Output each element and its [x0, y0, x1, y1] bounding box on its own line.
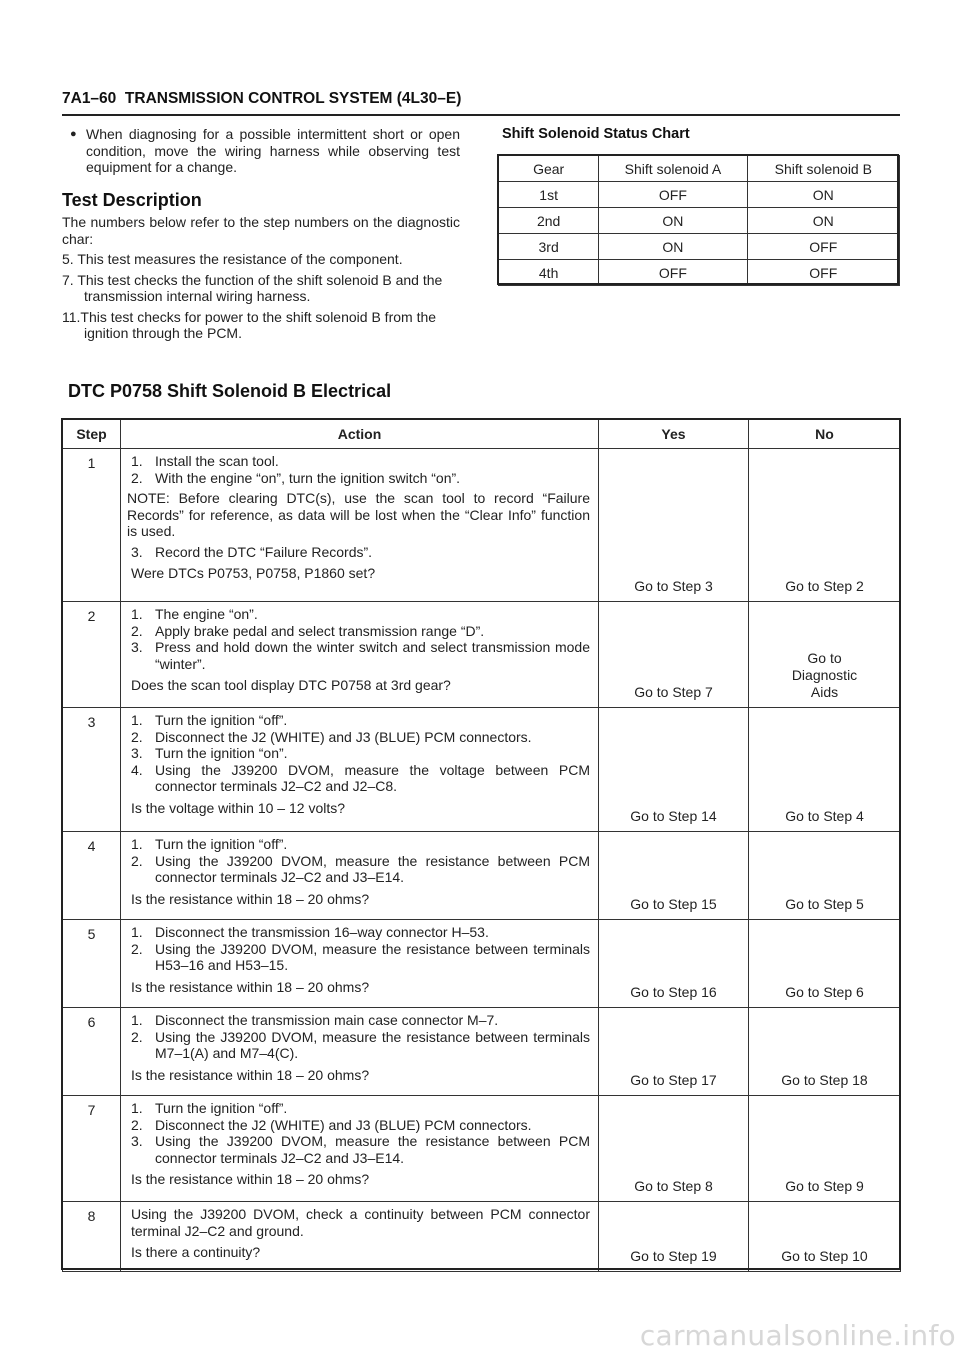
action-item-text: Turn the ignition “off”.: [155, 1100, 288, 1116]
action-item-text: Record the DTC “Failure Records”.: [155, 543, 373, 560]
action-question: Is the resistance within 18 – 20 ohms?: [131, 978, 370, 995]
intermittent-note: [62, 126, 460, 176]
action-item-number: 2.: [131, 728, 143, 745]
yes-result: Go to Step 17: [599, 1008, 749, 1096]
test-description-item: 5. This test measures the resistance of the component.: [62, 251, 403, 267]
action-question: Is the resistance within 18 – 20 ohms?: [131, 890, 370, 907]
action-item: [131, 1012, 590, 1029]
status-header-cell: Shift solenoid B: [747, 156, 899, 182]
yes-result: Go to Step 8: [599, 1096, 749, 1202]
yes-result: Go to Step 3: [599, 449, 749, 602]
action-item: [131, 729, 590, 746]
no-result: Go to Step 4: [749, 708, 901, 832]
no-result: Go to Step 6: [749, 920, 901, 1008]
step-action: [121, 832, 599, 920]
page-number: 7A1–60: [62, 90, 117, 107]
action-item: [131, 941, 590, 974]
step-action: [121, 708, 599, 832]
action-item: [131, 639, 590, 672]
action-question: Is the resistance within 18 – 20 ohms?: [131, 1066, 370, 1083]
status-row: [499, 208, 900, 234]
action-text: Using the J39200 DVOM, check a continuity between PCM connector terminal J2–C2 and ground.: [131, 1206, 590, 1239]
status-cell: OFF: [599, 260, 747, 286]
action-item-text: Install the scan tool.: [155, 453, 279, 469]
test-description-intro: The numbers below refer to the step numbers on the diagnostic char:: [62, 214, 460, 247]
test-description-item: 7. This test checks the function of the shift solenoid B and the transmission internal wiring harness.: [62, 271, 443, 304]
status-cell: OFF: [747, 260, 899, 286]
action-item: [131, 762, 590, 795]
action-item-text: Apply brake pedal and select transmission range “D”.: [155, 622, 485, 639]
table-row: [63, 708, 901, 832]
test-description-title: Test Description: [62, 189, 202, 210]
status-cell: 3rd: [499, 234, 599, 260]
action-item-text: Using the J39200 DVOM, measure the resistance between PCM connector terminals J2–C2 and J3–E14.: [155, 1133, 590, 1166]
status-header-cell: Gear: [499, 156, 599, 182]
action-question: Does the scan tool display DTC P0758 at 3rd gear?: [131, 677, 451, 693]
action-item-number: 3.: [131, 1133, 143, 1149]
table-row: [63, 602, 901, 708]
action-item-text: Disconnect the J2 (WHITE) and J3 (BLUE) PCM connectors.: [155, 728, 532, 745]
action-item: [131, 544, 590, 561]
no-result: Go to Step 9: [749, 1096, 901, 1202]
status-cell: OFF: [747, 234, 899, 260]
step-number: 6: [63, 1008, 121, 1096]
step-action: [121, 449, 599, 602]
step-number: 3: [63, 708, 121, 832]
left-column: [62, 126, 460, 346]
action-item-text: Disconnect the transmission main case connector M–7.: [155, 1012, 499, 1028]
action-item-text: Disconnect the J2 (WHITE) and J3 (BLUE) PCM connectors.: [155, 1116, 532, 1133]
dtc-table-body: [63, 449, 901, 1272]
table-row: [63, 832, 901, 920]
action-item: [131, 836, 590, 853]
action-item-text: Disconnect the transmission 16–way connector H–53.: [155, 924, 489, 940]
status-row: [499, 234, 900, 260]
action-item-number: 1.: [131, 1012, 143, 1028]
action-item: [131, 1133, 590, 1166]
status-cell: ON: [747, 208, 899, 234]
dtc-header-yes: Yes: [599, 420, 749, 449]
no-result: Go to Diagnostic Aids: [749, 602, 901, 708]
action-item-text: Turn the ignition “on”.: [155, 745, 288, 761]
action-question: Is the resistance within 18 – 20 ohms?: [131, 1171, 370, 1187]
action-item-text: The engine “on”.: [155, 606, 258, 622]
intermittent-note-text: When diagnosing for a possible intermittent short or open condition, move the wiring harness while observing test equipment for a change.: [86, 126, 460, 175]
dtc-title: DTC P0758 Shift Solenoid B Electrical: [68, 381, 392, 401]
dtc-header-step: Step: [63, 420, 121, 449]
action-item-number: 1.: [131, 924, 143, 940]
action-item-number: 2.: [131, 622, 143, 639]
status-cell: 2nd: [499, 208, 599, 234]
table-row: [63, 1008, 901, 1096]
action-item-number: 1.: [131, 712, 143, 728]
step-action: [121, 1202, 599, 1272]
status-cell: OFF: [599, 182, 747, 208]
action-item-number: 2.: [131, 469, 143, 486]
action-item-text: Press and hold down the winter switch and select transmission mode “winter”.: [155, 639, 590, 672]
table-row: [63, 1202, 901, 1272]
status-cell: 4th: [499, 260, 599, 286]
action-item-number: 2.: [131, 940, 143, 957]
action-item-text: Turn the ignition “off”.: [155, 712, 288, 728]
action-item-number: 1.: [131, 1100, 143, 1116]
step-number: 1: [63, 449, 121, 602]
action-item: [131, 1029, 590, 1062]
yes-result: Go to Step 7: [599, 602, 749, 708]
action-item-text: Turn the ignition “off”.: [155, 836, 288, 852]
status-row: [499, 260, 900, 286]
shift-solenoid-status-table: [498, 155, 900, 286]
no-result: Go to Step 2: [749, 449, 901, 602]
step-number: 7: [63, 1096, 121, 1202]
step-number: 4: [63, 832, 121, 920]
action-item: [131, 1117, 590, 1134]
step-action: [121, 1096, 599, 1202]
table-row: [63, 449, 901, 602]
action-item-text: Using the J39200 DVOM, measure the resistance between terminals M7–1(A) and M7–4(C).: [155, 1028, 590, 1061]
action-item-number: 3.: [131, 543, 143, 560]
action-item: [131, 853, 590, 886]
action-item-text: Using the J39200 DVOM, measure the voltage between PCM connector terminals J2–C2 and J2–C8.: [155, 761, 590, 794]
action-item-number: 1.: [131, 836, 143, 852]
filled-circle-bullet-icon: ●: [70, 128, 77, 140]
status-chart-title: Shift Solenoid Status Chart: [502, 126, 690, 142]
no-result: Go to Step 10: [749, 1202, 901, 1272]
page-header-title: TRANSMISSION CONTROL SYSTEM (4L30–E): [124, 90, 462, 107]
action-item-number: 1.: [131, 606, 143, 622]
action-item-number: 2.: [131, 1028, 143, 1045]
no-result: Go to Step 18: [749, 1008, 901, 1096]
yes-result: Go to Step 19: [599, 1202, 749, 1272]
step-number: 2: [63, 602, 121, 708]
action-item-text: Using the J39200 DVOM, measure the resistance between PCM connector terminals J2–C2 and J3–E14.: [155, 852, 590, 885]
dtc-header-no: No: [749, 420, 901, 449]
action-question: Is there a continuity?: [131, 1244, 261, 1260]
status-cell: ON: [747, 182, 899, 208]
action-item: [131, 712, 590, 729]
action-item-number: 3.: [131, 745, 143, 761]
table-row: [63, 920, 901, 1008]
action-question: Were DTCs P0753, P0758, P1860 set?: [131, 565, 376, 581]
step-action: [121, 1008, 599, 1096]
step-action: [121, 602, 599, 708]
action-item-number: 2.: [131, 852, 143, 869]
action-item-number: 1.: [131, 453, 143, 469]
yes-result: Go to Step 15: [599, 832, 749, 920]
test-description-item: 11.This test checks for power to the shift solenoid B from the ignition through the PCM.: [62, 308, 437, 341]
table-row: [63, 1096, 901, 1202]
action-item: [131, 453, 590, 470]
action-item: [131, 606, 590, 623]
step-number: 8: [63, 1202, 121, 1272]
header-rule: [62, 114, 900, 116]
yes-result: Go to Step 14: [599, 708, 749, 832]
action-item: [131, 745, 590, 762]
status-row: [499, 182, 900, 208]
watermark: carmanualsonline.info: [639, 1319, 956, 1352]
action-note: NOTE: Before clearing DTC(s), use the scan tool to record “Failure Records” for reference, as data will be lost when the “Clear Info” function is used.: [127, 490, 590, 539]
step-action: [121, 920, 599, 1008]
status-header-cell: Shift solenoid A: [599, 156, 747, 182]
status-cell: ON: [599, 208, 747, 234]
yes-result: Go to Step 16: [599, 920, 749, 1008]
action-question: Is the voltage within 10 – 12 volts?: [131, 799, 346, 816]
status-cell: ON: [599, 234, 747, 260]
action-item: [131, 623, 590, 640]
status-header-row: [499, 156, 900, 182]
dtc-header-row: [63, 420, 901, 449]
status-cell: 1st: [499, 182, 599, 208]
dtc-diagnostic-table: [62, 419, 901, 1272]
dtc-header-action: Action: [121, 420, 599, 449]
action-item-text: Using the J39200 DVOM, measure the resistance between terminals H53–16 and H53–15.: [155, 940, 590, 973]
action-item-number: 4.: [131, 761, 143, 778]
page-header: [62, 90, 898, 108]
no-result: Go to Step 5: [749, 832, 901, 920]
action-item: [131, 470, 590, 487]
action-item: [131, 1100, 590, 1117]
action-item-number: 2.: [131, 1116, 143, 1133]
step-number: 5: [63, 920, 121, 1008]
action-item-text: With the engine “on”, turn the ignition switch “on”.: [155, 469, 461, 486]
action-item: [131, 924, 590, 941]
action-item-number: 3.: [131, 639, 143, 655]
